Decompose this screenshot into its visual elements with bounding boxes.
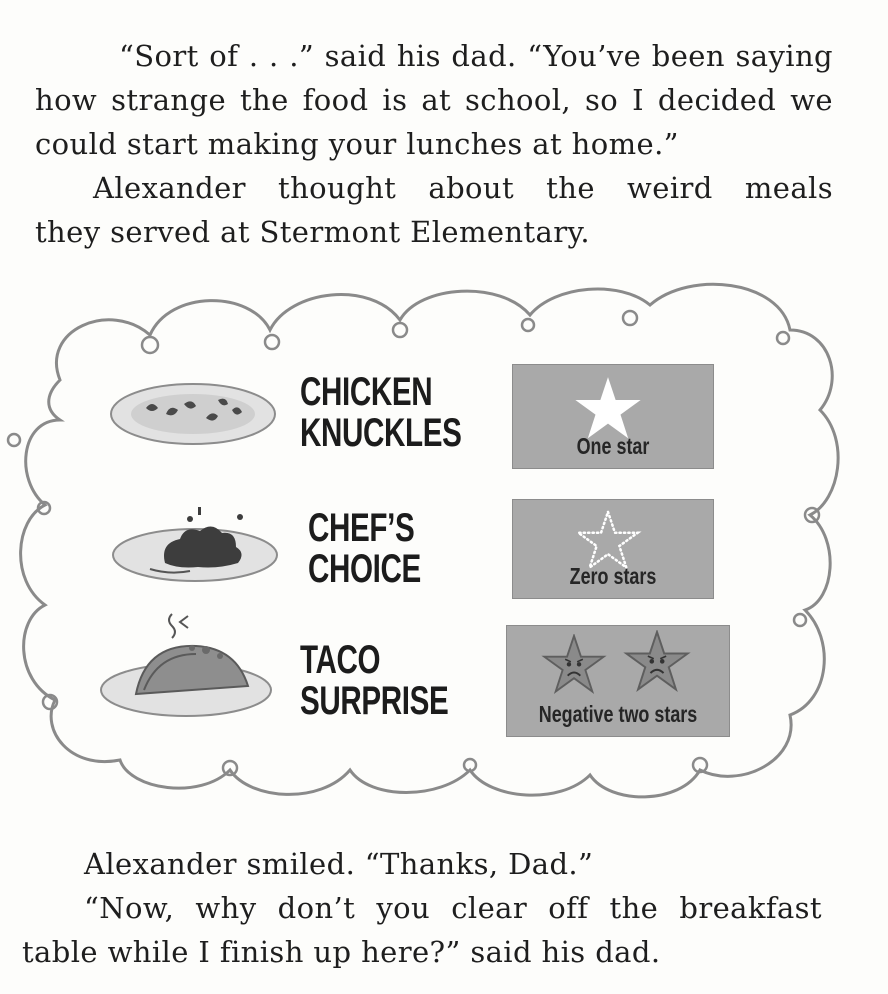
rating-label: One star [576,433,650,459]
chicken-knuckles-plate-icon [108,378,278,448]
dish-title-line: SURPRISE [300,679,449,723]
text-line: “Sort of . . .” said his dad. “You’ve been saying [119,39,833,73]
text-line: how strange the food is at school, so I decided we [35,83,833,117]
dish-title-line: KNUCKLES [300,411,462,455]
taco-surprise-plate-icon [96,610,276,720]
bottom-paragraph [22,842,822,974]
rating-label: Negative two stars [538,701,698,727]
text-line: “Now, why don’t you clear off the breakfast [84,891,822,925]
rating-box-one-star [512,364,714,469]
rating-box-negative-two-stars [506,625,730,737]
dish-title-chefs-choice [308,508,421,590]
text-line: table while I finish up here?” said his dad. [22,935,661,969]
dish-title-line: TACO [300,638,381,682]
text-line: could start making your lunches at home.” [35,127,679,161]
dotted-star-outline-icon [571,510,645,570]
dish-title-chicken-knuckles [300,372,461,454]
text-line: Alexander smiled. “Thanks, Dad.” [84,847,594,881]
rating-label: Zero stars [569,563,657,589]
frowning-star-icon [621,630,693,692]
dish-title-line: CHOICE [308,547,421,591]
rating-box-zero-stars [512,499,714,599]
white-star-icon [573,375,643,441]
text-line: they served at Stermont Elementary. [35,215,591,249]
text-line: Alexander thought about the weird meals [93,171,833,205]
dish-title-line: CHICKEN [300,370,433,414]
dish-title-taco-surprise [300,640,448,722]
chefs-choice-plate-icon [110,505,285,585]
dish-title-line: CHEF’S [308,506,415,550]
frowning-star-icon [539,634,609,694]
